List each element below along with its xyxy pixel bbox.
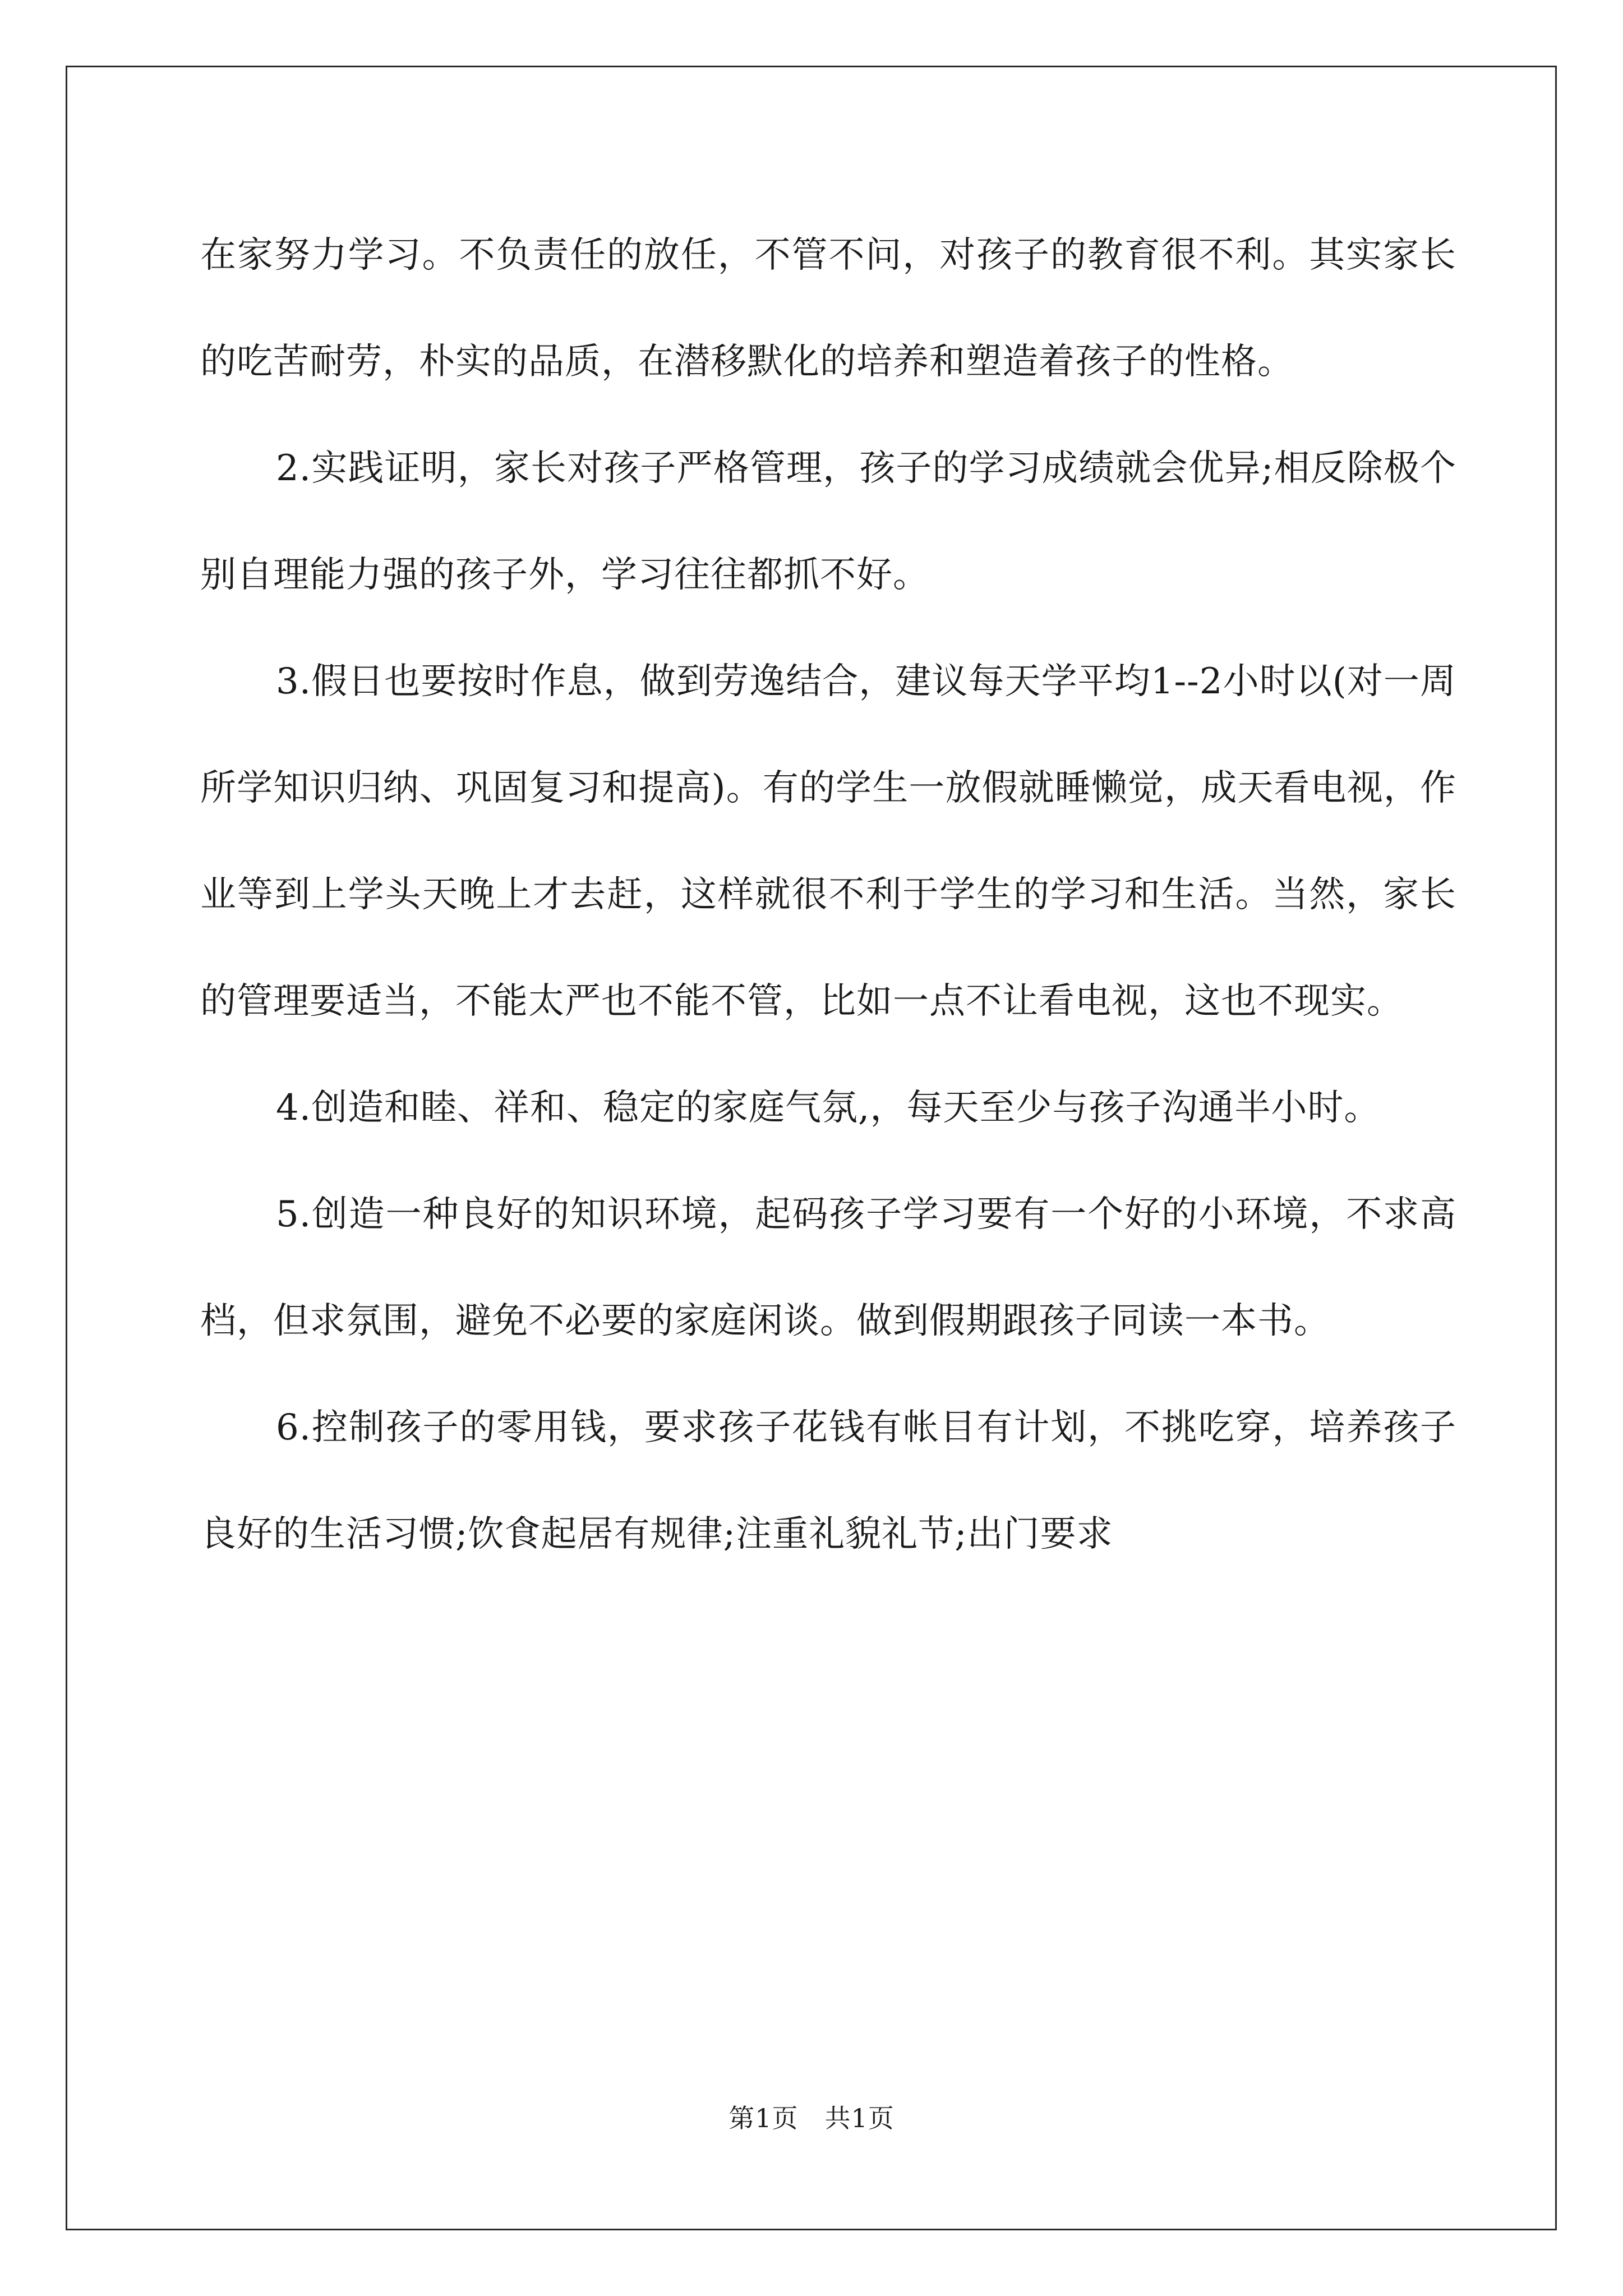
page-number-footer: 第1页 共1页 (728, 2103, 895, 2133)
paragraph-item-4: 4.创造和睦、祥和、稳定的家庭气氛,，每天至少与孩子沟通半小时。 (276, 1087, 1381, 1129)
paragraph-item-6: 6.控制孩子的零用钱，要求孩子花钱有帐目有计划，不挑吃穿，培养孩子良好的生活习惯;饮食起居有规律;注重礼貌礼节;出门要求 (200, 1407, 1456, 1555)
paragraph-item-5: 5.创造一种良好的知识环境，起码孩子学习要有一个好的小环境，不求高档，但求氛围，避免不必要的家庭闲谈。做到假期跟孩子同读一本书。 (200, 1194, 1456, 1342)
document-body (200, 202, 1456, 1588)
paragraph-item-2: 2.实践证明，家长对孩子严格管理，孩子的学习成绩就会优异;相反除极个别自理能力强的孩子外，学习往往都抓不好。 (200, 448, 1456, 596)
paragraph-item-3: 3.假日也要按时作息，做到劳逸结合，建议每天学平均1--2小时以(对一周所学知识归纳、巩固复习和提高)。有的学生一放假就睡懒觉，成天看电视，作业等到上学头天晚上才去赶，这样就很不利于学生的学习和生活。当然，家长的管理要适当，不能太严也不能不管，比如一点不让看电视，这也不现实。 (200, 661, 1456, 1022)
paragraph-continuation: 在家努力学习。不负责任的放任，不管不问，对孩子的教育很不利。其实家长的吃苦耐劳，朴实的品质，在潜移默化的培养和塑造着孩子的性格。 (200, 234, 1456, 383)
